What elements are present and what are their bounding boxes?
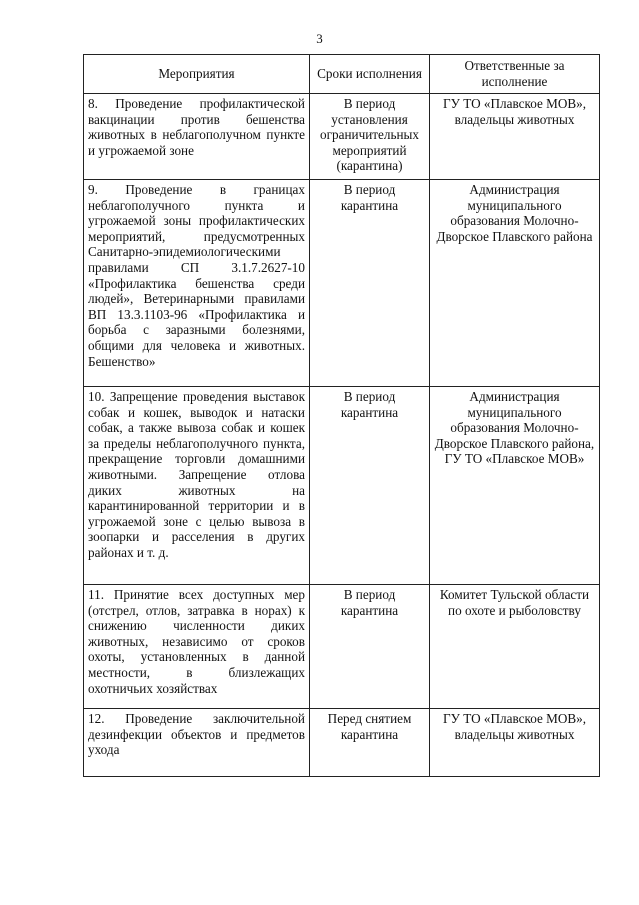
term-cell: В период карантина	[310, 180, 430, 387]
header-deadlines: Сроки исполнения	[310, 55, 430, 94]
table-row	[84, 387, 600, 585]
responsible-cell: ГУ ТО «Плавское МОВ», владельцы животных	[430, 709, 600, 777]
term-cell: В период установления ограничительных мероприятий (карантина)	[310, 94, 430, 180]
activity-cell: 12. Проведение заключительной дезинфекции объектов и предметов ухода	[84, 709, 310, 777]
term-cell: В период карантина	[310, 585, 430, 709]
activity-cell: 11. Принятие всех доступных мер (отстрел, отлов, затравка в норах) к снижению численности диких животных, независимо от сроков охоты, установленных в данной местности, в близлежащих охотничьих хозяйствах	[84, 585, 310, 709]
term-cell: В период карантина	[310, 387, 430, 585]
table-row	[84, 585, 600, 709]
activities-table	[83, 54, 600, 777]
page-number: 3	[316, 31, 323, 46]
header-activities: Мероприятия	[84, 55, 310, 94]
header-responsible: Ответственные за исполнение	[430, 55, 600, 94]
term-cell: Перед снятием карантина	[310, 709, 430, 777]
responsible-cell: Комитет Тульской области по охоте и рыболовству	[430, 585, 600, 709]
activity-cell: 8. Проведение профилактической вакцинации против бешенства животных в неблагополучном пункте и угрожаемой зоне	[84, 94, 310, 180]
activity-cell: 9. Проведение в границах неблагополучного пункта и угрожаемой зоны профилактических мероприятий, предусмотренных Санитарно-эпидемиологическими правилами СП 3.1.7.2627-10 «Профилактика бешенства среди людей», Ветеринарными правилами ВП 13.3.1103-96 «Профилактика и борьба с заразными болезнями, общими для человека и животных. Бешенство»	[84, 180, 310, 387]
table-row	[84, 94, 600, 180]
responsible-cell: Администрация муниципального образования Молочно-Дворское Плавского района, ГУ ТО «Плавское МОВ»	[430, 387, 600, 585]
responsible-cell: ГУ ТО «Плавское МОВ», владельцы животных	[430, 94, 600, 180]
responsible-cell: Администрация муниципального образования Молочно-Дворское Плавского района	[430, 180, 600, 387]
table-row	[84, 180, 600, 387]
activity-cell: 10. Запрещение проведения выставок собак и кошек, выводок и натаски собак, а также вывоза собак и кошек за пределы неблагополучного пункта, прекращение торговли домашними животными. Запрещение отлова диких животных на карантинированной территории и в угрожаемой зоне с целью вывоза в зоопарки и расселения в других районах и т. д.	[84, 387, 310, 585]
table-header-row	[84, 55, 600, 94]
table-row	[84, 709, 600, 777]
